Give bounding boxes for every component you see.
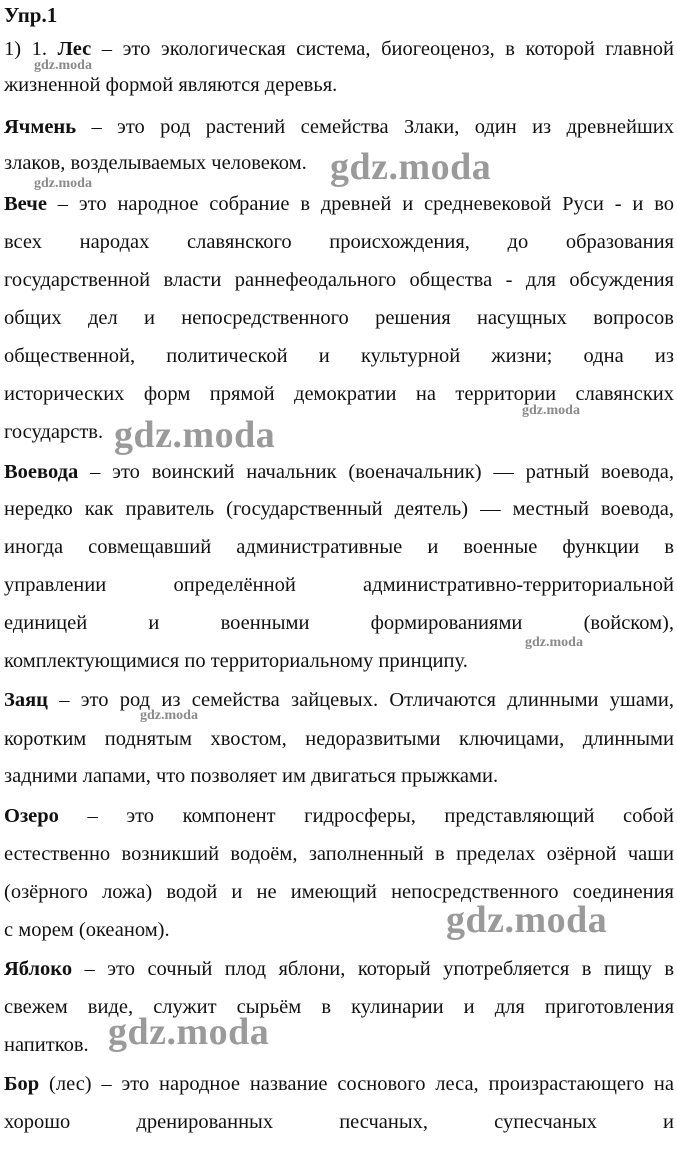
term: Яблоко: [4, 958, 73, 980]
text-line: [4, 36, 674, 62]
watermark-large: gdz.moda: [108, 1011, 270, 1053]
watermark-large: gdz.moda: [330, 146, 492, 188]
text-line: единицей и военными формированиями (войском),: [4, 612, 674, 634]
definition-text: – это экологическая система, биогеоценоз, в которой главной: [91, 38, 675, 60]
text-line: (озёрного ложа) водой и не имеющий непосредственного соединения: [4, 881, 674, 903]
text-line: [4, 459, 674, 485]
watermark-large: gdz.moda: [114, 414, 276, 456]
definition-text: – это компонент гидросферы, представляющий собой: [58, 805, 674, 827]
item-number: 1) 1.: [4, 38, 58, 60]
text-line: комплектующимися по территориальному принципу.: [4, 650, 468, 672]
text-line: напитков.: [4, 1034, 89, 1056]
text-line: [4, 1071, 674, 1097]
exercise-title: Упр.1: [4, 3, 58, 27]
definition-text: (лес) – это народное название соснового леса, произрастающего на: [39, 1073, 674, 1095]
term: Воевода: [4, 461, 79, 483]
definition-text: – это сочный плод яблони, который употребляется в пищу в: [72, 958, 674, 980]
text-line: государств.: [4, 421, 104, 443]
watermark-large: gdz.moda: [446, 899, 608, 941]
text-line: [4, 687, 674, 713]
text-line: естественно возникший водоём, заполненный в пределах озёрной чаши: [4, 843, 674, 865]
text-line: с морем (океаном).: [4, 919, 170, 941]
text-line: [4, 803, 674, 829]
definition-text: – это род растений семейства Злаки, один из древнейших: [76, 116, 674, 138]
definition-text: – это род из семейства зайцевых. Отличаются длинными ушами,: [47, 689, 674, 711]
text-line: исторических форм прямой демократии на территории славянских: [4, 383, 674, 405]
term: Бор: [4, 1073, 40, 1095]
text-line: жизненной формой являются деревья.: [4, 74, 338, 96]
term: Заяц: [4, 689, 48, 711]
term: Ячмень: [4, 116, 77, 138]
text-line: злаков, возделываемых человеком.: [4, 152, 307, 174]
text-line: иногда совмещавший административные и военные функции в: [4, 536, 674, 558]
text-line: всех народах славянского происхождения, до образования: [4, 231, 674, 253]
text-line: общих дел и непосредственного решения насущных вопросов: [4, 307, 674, 329]
text-line: коротким поднятым хвостом, недоразвитыми ключицами, длинными: [4, 728, 674, 750]
watermark-small: gdz.moda: [34, 176, 92, 191]
text-line: [4, 191, 674, 217]
definition-text: – это народное собрание в древней и средневековой Руси - и во: [46, 193, 674, 215]
text-line: [4, 114, 674, 140]
term: Озеро: [4, 805, 59, 827]
watermark-small: gdz.moda: [140, 708, 198, 723]
watermark-small: gdz.moda: [522, 403, 580, 418]
term: Лес: [57, 38, 92, 60]
definition-text: – это воинский начальник (военачальник) — ратный воевода,: [78, 461, 674, 483]
term: Вече: [4, 193, 47, 215]
text-line: управлении определённой административно-территориальной: [4, 574, 674, 596]
text-line: задними лапами, что позволяет им двигаться прыжками.: [4, 765, 499, 787]
text-line: хорошо дренированных песчаных, супесчаных и: [4, 1111, 674, 1133]
text-line: [4, 956, 674, 982]
text-line: нередко как правитель (государственный деятель) — местный воевода,: [4, 498, 674, 520]
text-line: свежем виде, служит сырьём в кулинарии и для приготовления: [4, 996, 674, 1018]
text-line: общественной, политической и культурной жизни; одна из: [4, 345, 674, 367]
text-line: государственной власти раннефеодального общества - для обсуждения: [4, 269, 674, 291]
watermark-small: gdz.moda: [525, 635, 583, 650]
watermark-small: gdz.moda: [34, 58, 92, 73]
